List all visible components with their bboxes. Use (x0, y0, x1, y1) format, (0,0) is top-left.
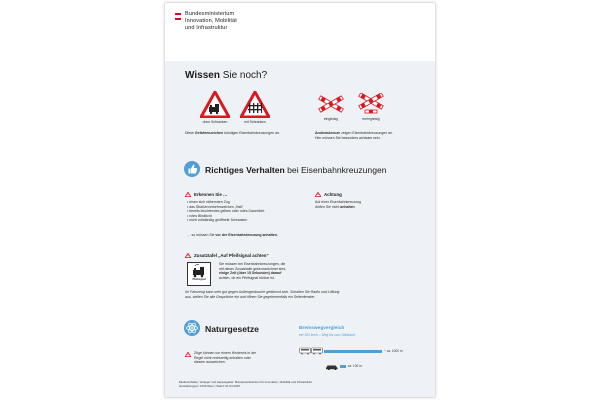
physics-line: Züge können vor einem Hindernis in der (194, 351, 257, 355)
intro-right-bold: Andreaskreuze (315, 131, 341, 135)
warning-small-icon (315, 192, 321, 197)
car-braking-bar (340, 365, 346, 368)
list-item: • bereits leuchtendes gelbes oder rotes Dauerlicht (187, 209, 264, 214)
warning-small-icon (185, 253, 191, 258)
compare-title: Bremswegvergleich (299, 326, 345, 331)
org-line: Bundesministerium (185, 11, 235, 17)
list-item: • rotes Blinklicht (187, 214, 264, 219)
st-andrews-cross-multi-icon (358, 93, 384, 115)
warning-sign-barrier-icon (240, 91, 270, 118)
st-andrews-cross-single-icon (318, 95, 344, 113)
thumbs-up-icon (184, 161, 200, 177)
intro-title (185, 70, 267, 81)
intro-title-bold: Wissen (185, 70, 220, 81)
recognize-closing-bold: vor der Eisenbahnkreuzung anhalten. (215, 233, 278, 237)
warning-small-icon (185, 352, 191, 357)
whistle-line: mit dieser Zusatztafel gekennzeichnet sind, (219, 266, 287, 271)
intro-right-text (315, 131, 393, 140)
intro-left-bold: Gefahrenzeichen (194, 131, 224, 135)
whistle-line: einige Zeit (über 15 Sekunden) darauf (219, 271, 282, 276)
caution-heading: Achtung (324, 192, 342, 197)
intro-left-pre: Diese (185, 131, 195, 135)
atom-icon (184, 320, 200, 336)
train-braking-bar (324, 350, 382, 353)
car-icon (325, 364, 339, 370)
behaviour-title (205, 165, 387, 175)
whistle-text (219, 262, 286, 280)
footer-imprint (179, 381, 424, 389)
sign-caption: mit Schranken (244, 120, 266, 124)
recognize-heading: Erkennen Sie … (194, 192, 228, 197)
compare-subtitle: bei 100 km/h – Weg bis zum Stillstand (299, 333, 355, 337)
behaviour-title-rest: bei Eisenbahnkreuzungen (284, 165, 387, 175)
footer-line: Medieninhaber, Verleger und Herausgeber: Bundesministerium für Innovation, Mobilität und Infrastruktur (179, 380, 313, 384)
caution-line-pre: dürfen Sie nicht (315, 204, 341, 209)
sign-caption: mehrgleisig (362, 117, 380, 121)
recognize-list (187, 200, 264, 223)
intro-right-post: zeigen Eisenbahnkreuzungen an. (340, 131, 394, 135)
physics-line: diesem ausweichen. (194, 360, 226, 365)
recognize-closing (187, 233, 278, 238)
caution-line: Auf einer Eisenbahnkreuzung (315, 200, 361, 204)
caution-text (315, 200, 361, 209)
intro-left-text (185, 131, 280, 136)
list-item: • das Straßenverkehrszeichen „Halt“ (187, 205, 264, 210)
sound-note (185, 290, 339, 299)
caution-line-bold: anhalten (340, 204, 355, 209)
plate-label: Pfeifsignal (192, 278, 206, 281)
locomotive-icon (188, 263, 210, 279)
intro-title-rest: Sie noch? (219, 70, 268, 81)
physics-line: Regel nicht rechtzeitig anhalten oder (194, 355, 251, 360)
austrian-flag-icon (175, 13, 181, 20)
intro-left-post: kündigen Eisenbahnkreuzungen an. (223, 131, 280, 135)
whistle-line: achten, ob ein Pfeifsignal hörbar ist. (219, 275, 275, 280)
warning-small-icon (185, 192, 191, 197)
physics-title: Naturgesetze (205, 324, 259, 334)
whistle-plate (187, 262, 211, 286)
intro-right-line2: Hier müssen Sie besonders achtsam sein. (315, 135, 381, 140)
org-line: Innovation, Mobilität (185, 18, 237, 24)
footer-line: Herstellungsort: 1030 Wien | Stand: 01.04.2025 (179, 383, 240, 388)
org-line: und Infrastruktur (185, 25, 228, 31)
whistle-line: Sie müssen bei Eisenbahnkreuzungen, die (219, 262, 286, 266)
list-item: • nicht vollständig geöffnete Schranken (187, 218, 264, 223)
ministry-name (185, 11, 365, 32)
note-line: Ihr Fahrzeug kann sehr gut gegen Außengeräusche gedämmt sein. Schalten Sie Radio und Lüftung (185, 290, 340, 294)
list-item: • einen sich nähernden Zug (187, 200, 264, 205)
note-line: aus, stellen Sie alle Gespräche ein und öffnen Sie gegebenenfalls ein Seitenfenster. (185, 294, 316, 299)
whistle-heading: Zusatztafel „Auf Pfeifsignal achten“ (194, 253, 269, 258)
physics-text (194, 351, 256, 365)
sign-caption: eingleisig (323, 117, 339, 121)
poster (165, 3, 435, 397)
train-icon (299, 347, 323, 355)
behaviour-title-bold: Richtiges Verhalten (205, 165, 285, 175)
car-braking-label: ca. 100 m (347, 364, 362, 368)
train-braking-label: ~ ca. 1000 m (384, 349, 403, 353)
warning-sign-train-icon (200, 91, 230, 118)
header (165, 3, 435, 61)
recognize-closing-pre: … so müssen Sie (187, 233, 216, 237)
sign-caption: ohne Schranken (202, 120, 228, 124)
